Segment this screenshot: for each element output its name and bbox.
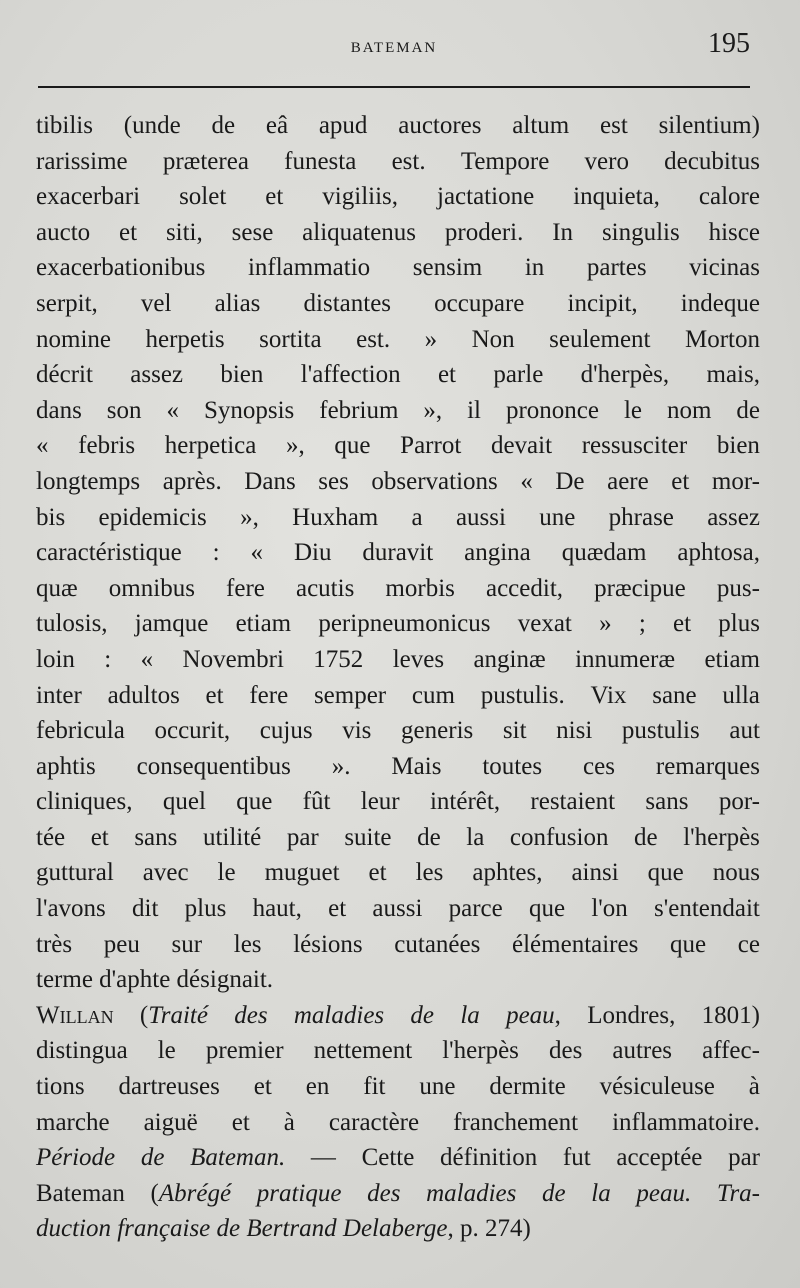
text-line: aucto et siti, sese aliquatenus proderi. In singulis hisce bbox=[36, 218, 760, 246]
text-line: bis epidemicis », Huxham a aussi une phrase assez bbox=[36, 503, 760, 531]
text-line: tibilis (unde de eâ apud auctores altum est silentium) bbox=[36, 112, 760, 139]
text-line: cliniques, quel que fût leur intérêt, restaient sans por- bbox=[36, 788, 760, 816]
text-line: guttural avec le muguet et les aphtes, ainsi que nous bbox=[36, 859, 760, 887]
text-line: distingua le premier nettement l'herpès des autres affec- bbox=[36, 1037, 760, 1065]
text-line: Willan (Traité des maladies de la peau, Londres, 1801) bbox=[36, 1001, 761, 1029]
text-line: Bateman (Abrégé pratique des maladies de la peau. Tra- bbox=[36, 1179, 760, 1207]
text-line: duction française de Bertrand Delaberge , p. 274) bbox=[36, 1215, 531, 1243]
text-line: Période de Bateman. — Cette définition fut acceptée par bbox=[36, 1144, 760, 1172]
running-head: BATEMAN bbox=[350, 40, 438, 56]
text-line: tions dartreuses et en fit une dermite vésiculeuse à bbox=[36, 1073, 760, 1101]
text-line: dans son « Synopsis febrium », il prononce le nom de bbox=[36, 396, 760, 424]
text-line: l'avons dit plus haut, et aussi parce que l'on s'entendait bbox=[36, 895, 760, 923]
text-line: terme d'aphte désignait. bbox=[36, 966, 274, 994]
text-line: marche aiguë et à caractère franchement inflammatoire. bbox=[36, 1108, 760, 1136]
text-line: tulosis, jamque etiam peripneumonicus vexat » ; et plus bbox=[36, 610, 760, 638]
text-line: très peu sur les lésions cutanées élémentaires que ce bbox=[36, 930, 760, 958]
text-line: rarissime præterea funesta est. Tempore vero decubitus bbox=[36, 147, 760, 175]
text-line: longtemps après. Dans ses observations « De aere et mor- bbox=[36, 467, 760, 495]
text-line: febricula occurit, cujus vis generis sit nisi pustulis aut bbox=[36, 717, 760, 745]
text-line: décrit assez bien l'affection et parle d'herpès, mais, bbox=[36, 361, 760, 389]
text-line: quæ omnibus fere acutis morbis accedit, præcipue pus- bbox=[36, 574, 760, 602]
text-line: nomine herpetis sortita est. » Non seulement Morton bbox=[36, 325, 760, 353]
text-line: loin : « Novembri 1752 leves anginæ innumeræ etiam bbox=[36, 645, 760, 673]
text-line: inter adultos et fere semper cum pustulis. Vix sane ulla bbox=[36, 681, 760, 709]
text-line: « febris herpetica », que Parrot devait ressusciter bien bbox=[36, 432, 760, 460]
header-rule bbox=[38, 86, 750, 88]
text-line: exacerbationibus inflammatio sensim in partes vicinas bbox=[36, 254, 760, 282]
text-line: tée et sans utilité par suite de la confusion de l'herpès bbox=[36, 823, 760, 851]
text-line: exacerbari solet et vigiliis, jactatione inquieta, calore bbox=[36, 183, 760, 211]
text-line: aphtis consequentibus ». Mais toutes ces remarques bbox=[36, 752, 760, 780]
text-line: caractéristique : « Diu duravit angina quædam aphtosa, bbox=[36, 539, 760, 567]
page-header bbox=[38, 28, 750, 72]
body-text bbox=[36, 108, 760, 1247]
page-number: 195 bbox=[708, 28, 750, 59]
text-line: serpit, vel alias distantes occupare incipit, indeque bbox=[36, 289, 760, 317]
